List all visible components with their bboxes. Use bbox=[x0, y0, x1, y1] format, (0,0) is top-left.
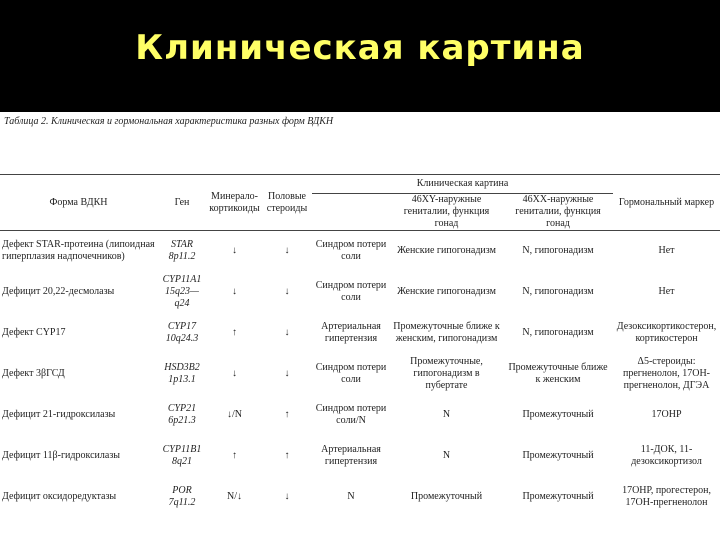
table-row bbox=[0, 477, 720, 518]
cell-gene bbox=[157, 231, 207, 272]
gene-locus: 15q23—q24 bbox=[165, 286, 199, 309]
header-46xy: 46XY-наружные гениталии, функция гонад bbox=[390, 194, 503, 231]
cell-46xx: N, гипогонадизм bbox=[522, 327, 594, 338]
header-sex-steroids: Половые стероиды bbox=[262, 175, 312, 231]
table-row bbox=[0, 313, 720, 354]
cell-46xy: Женские гипогонадизм bbox=[397, 245, 496, 257]
cell-clinic: Артериальная гипертензия bbox=[321, 321, 381, 344]
gene-locus: 6p21.3 bbox=[168, 415, 196, 426]
cell-hormonal-marker: Нет bbox=[658, 286, 675, 297]
cell-sex-steroids: ↓ bbox=[284, 491, 290, 502]
cell-46xx: Промежуточный bbox=[522, 491, 594, 502]
gene-name: CYP17 bbox=[167, 321, 197, 332]
header-mineralocorticoids: Минерало-кортикоиды bbox=[207, 175, 262, 231]
table-caption: Таблица 2. Клиническая и гормональная характеристика разных форм ВДКН bbox=[4, 116, 334, 127]
cell-46xy: Промежуточные, гипогонадизм в пубертате bbox=[410, 356, 483, 391]
table-row bbox=[0, 354, 720, 395]
cell-form: Дефект STAR-протеина (липоидная гиперплазия надпочечников) bbox=[2, 239, 155, 263]
cell-mineralocorticoids: N/↓ bbox=[227, 491, 242, 502]
header-gene: Ген bbox=[157, 175, 207, 231]
gene-locus: 7q11.2 bbox=[168, 497, 196, 508]
cell-hormonal-marker: Дезоксикортикостерон, кортикостерон bbox=[616, 321, 717, 344]
cell-hormonal-marker: Δ5-стероиды: прегненолон, 17ОН-прегненолон, ДГЭА bbox=[623, 356, 711, 391]
cell-mineralocorticoids: ↑ bbox=[232, 450, 237, 461]
cell-form: Дефицит 11β-гидроксилазы bbox=[2, 450, 120, 461]
cell-gene bbox=[157, 477, 207, 518]
cell-46xx: Промежуточный bbox=[522, 450, 594, 461]
header-form: Форма ВДКН bbox=[0, 175, 157, 231]
cell-sex-steroids: ↓ bbox=[284, 245, 290, 257]
cell-46xy: N bbox=[442, 409, 451, 420]
vdkn-table bbox=[0, 174, 720, 518]
cell-clinic: Синдром потери соли bbox=[315, 280, 387, 303]
cell-hormonal-marker: 17ОНР, прогестерон, 17ОН-прегненолон bbox=[622, 485, 711, 508]
table-row bbox=[0, 272, 720, 313]
cell-46xx: N, гипогонадизм bbox=[522, 245, 594, 257]
cell-clinic: Синдром потери соли/N bbox=[315, 403, 387, 426]
gene-name: CYP11A1 bbox=[162, 274, 202, 285]
cell-gene bbox=[157, 395, 207, 436]
cell-clinic: N bbox=[347, 491, 355, 502]
cell-mineralocorticoids: ↑ bbox=[232, 327, 237, 338]
table-image bbox=[0, 112, 720, 540]
cell-mineralocorticoids: ↓/N bbox=[227, 409, 242, 420]
cell-46xx: Промежуточные ближе к женским bbox=[508, 362, 608, 385]
cell-gene bbox=[157, 436, 207, 477]
cell-46xx: Промежуточный bbox=[522, 409, 594, 420]
cell-sex-steroids: ↑ bbox=[284, 409, 290, 420]
gene-name: CYP21 bbox=[167, 403, 197, 414]
cell-form: Дефект 3βГСД bbox=[2, 368, 65, 379]
cell-mineralocorticoids: ↓ bbox=[232, 245, 237, 257]
cell-hormonal-marker: Нет bbox=[658, 245, 675, 257]
header-hormonal-marker: Гормональный маркер bbox=[613, 175, 720, 231]
table-body bbox=[0, 231, 720, 518]
gene-locus: 8p11.2 bbox=[168, 251, 196, 263]
table-row bbox=[0, 231, 720, 272]
cell-46xy: Промежуточные ближе к женским, гипогонадизм bbox=[393, 321, 500, 344]
cell-sex-steroids: ↑ bbox=[284, 450, 290, 461]
cell-sex-steroids: ↓ bbox=[284, 327, 290, 338]
slide-title: Клиническая картина bbox=[135, 28, 585, 68]
gene-locus: 8q21 bbox=[172, 456, 192, 467]
cell-gene bbox=[157, 313, 207, 354]
cell-46xx: N, гипогонадизм bbox=[522, 286, 594, 297]
gene-name: POR bbox=[172, 485, 192, 496]
cell-46xy: N bbox=[442, 450, 451, 461]
cell-clinic: Синдром потери соли bbox=[315, 362, 387, 385]
gene-name: STAR bbox=[170, 239, 194, 251]
cell-46xy: Промежуточный bbox=[410, 491, 483, 502]
header-46xx: 46XX-наружные гениталии, функция гонад bbox=[503, 194, 613, 231]
gene-name: CYP11B1 bbox=[162, 444, 202, 455]
cell-mineralocorticoids: ↓ bbox=[232, 286, 237, 297]
cell-clinic: Синдром потери соли bbox=[315, 239, 387, 263]
cell-hormonal-marker: 17OHP bbox=[651, 409, 682, 420]
gene-locus: 10q24.3 bbox=[165, 333, 199, 344]
header-clinic-blank bbox=[312, 194, 390, 231]
cell-form: Дефицит 20,22-десмолазы bbox=[2, 286, 115, 297]
cell-sex-steroids: ↓ bbox=[284, 286, 290, 297]
cell-46xy: Женские гипогонадизм bbox=[397, 286, 496, 297]
table-row bbox=[0, 436, 720, 477]
cell-mineralocorticoids: ↓ bbox=[232, 368, 237, 379]
table-row bbox=[0, 395, 720, 436]
cell-gene bbox=[157, 354, 207, 395]
cell-clinic: Артериальная гипертензия bbox=[321, 444, 381, 467]
cell-form: Дефицит оксидоредуктазы bbox=[2, 491, 117, 502]
header-clinical-picture: Клиническая картина bbox=[312, 175, 613, 194]
cell-gene bbox=[157, 272, 207, 313]
cell-form: Дефицит 21-гидроксилазы bbox=[2, 409, 116, 420]
gene-locus: 1p13.1 bbox=[168, 374, 196, 385]
cell-sex-steroids: ↓ bbox=[284, 368, 290, 379]
cell-hormonal-marker: 11-ДОК, 11-дезоксикортизол bbox=[631, 444, 702, 467]
cell-form: Дефект CYP17 bbox=[2, 327, 66, 338]
gene-name: HSD3B2 bbox=[164, 362, 200, 373]
